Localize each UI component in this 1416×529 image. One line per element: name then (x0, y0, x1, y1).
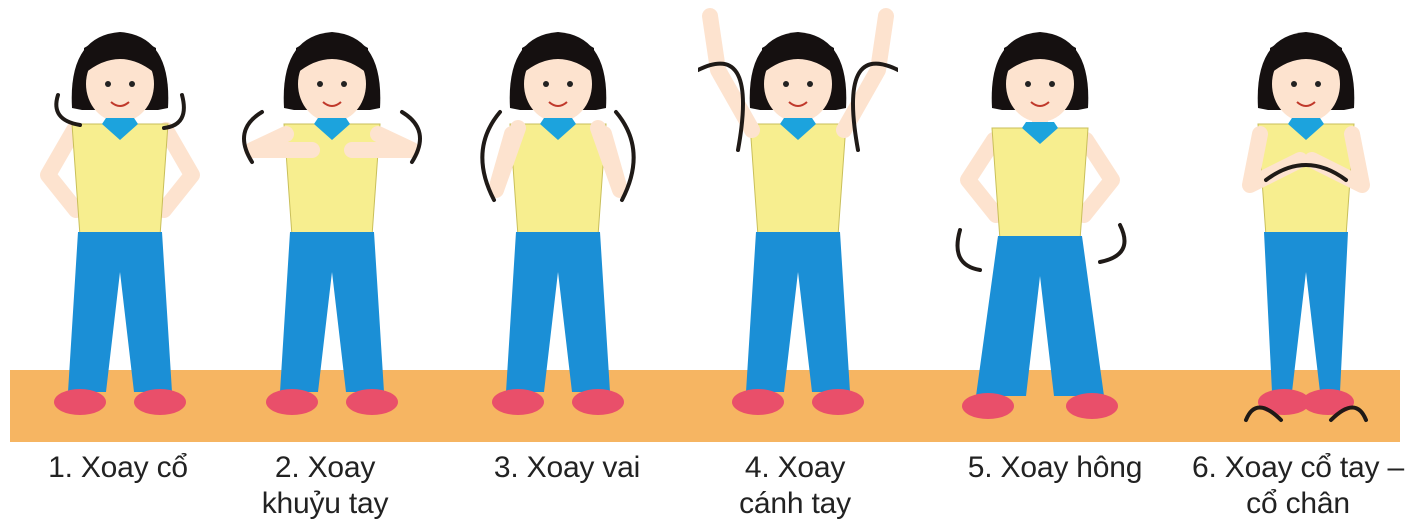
rotation-arrow-icon (958, 230, 981, 270)
rotation-arrow-icon (1100, 225, 1125, 262)
shirt (992, 128, 1088, 240)
shoe (346, 389, 398, 415)
pants (1264, 232, 1348, 392)
shoe (492, 389, 544, 415)
shirt (750, 124, 846, 236)
caption-step-6: 6. Xoay cổ tay – cổ chân (1192, 451, 1404, 520)
pants (280, 232, 384, 392)
figure-neck-rotation (20, 0, 220, 445)
arm (1084, 140, 1112, 215)
caption-step-4: 4. Xoay cánh tay (739, 451, 851, 520)
figure-shoulder-rotation (458, 0, 658, 445)
arm (844, 16, 886, 130)
arm (164, 130, 192, 210)
arm (968, 140, 996, 215)
shoe (572, 389, 624, 415)
eye (807, 81, 813, 87)
eye (105, 81, 111, 87)
shoe (134, 389, 186, 415)
pants (68, 232, 172, 392)
shoe (812, 389, 864, 415)
arm (710, 16, 752, 130)
shoe (732, 389, 784, 415)
eye (543, 81, 549, 87)
eye (1315, 81, 1321, 87)
pants (506, 232, 610, 392)
shirt (510, 124, 606, 236)
shoe (54, 389, 106, 415)
eye (341, 81, 347, 87)
pants (746, 232, 850, 392)
caption-step-3: 3. Xoay vai (493, 451, 641, 484)
eye (1291, 81, 1297, 87)
eye (567, 81, 573, 87)
shoe (1302, 389, 1354, 415)
eye (1025, 81, 1031, 87)
pants (976, 236, 1104, 396)
eye (129, 81, 135, 87)
arm (48, 130, 76, 210)
eye (783, 81, 789, 87)
caption-step-5: 5. Xoay hông (967, 451, 1143, 484)
eye (317, 81, 323, 87)
shoe (1066, 393, 1118, 419)
caption-step-2: 2. Xoay khuỷu tay (261, 451, 389, 520)
shirt (284, 124, 380, 236)
figure-wrist-ankle-rotation (1206, 0, 1406, 445)
caption-step-1: 1. Xoay cổ (48, 451, 188, 484)
figure-hip-rotation (940, 0, 1140, 445)
shoe (962, 393, 1014, 419)
shirt (72, 124, 168, 236)
shoe (266, 389, 318, 415)
figure-arm-rotation (698, 0, 898, 445)
eye (1049, 81, 1055, 87)
figure-elbow-rotation (232, 0, 432, 445)
